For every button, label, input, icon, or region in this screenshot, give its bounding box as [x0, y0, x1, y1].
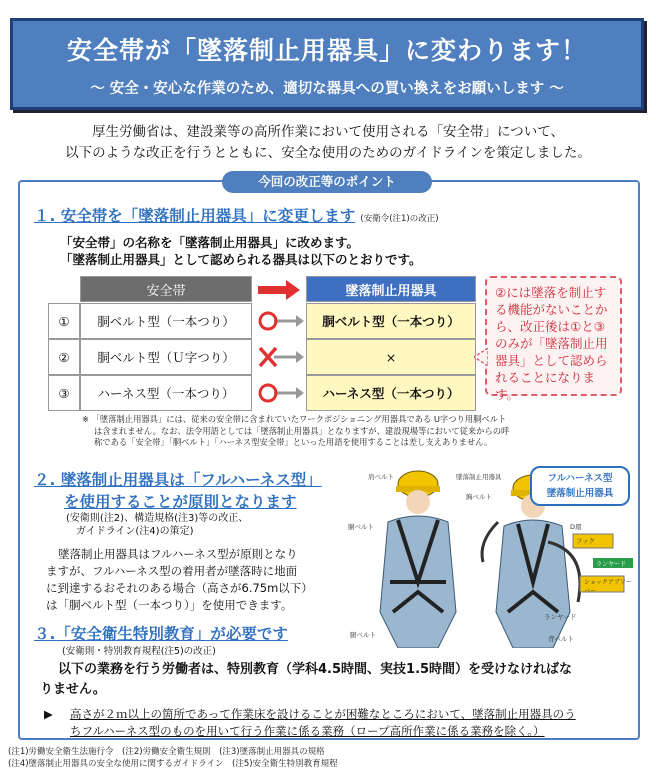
label-shock-absorber: ショックアブソーバー — [584, 579, 632, 595]
row2-left: 胴ベルト型（Ｕ字つり） — [80, 339, 252, 375]
section2-body-line-2: ますが、フルハーネス型の着用者が墜落時に地面 — [46, 564, 298, 578]
harness-badge-line-2: 墜落制止用器具 — [546, 488, 614, 499]
row3-right: ハーネス型（一本つり） — [306, 375, 476, 411]
section3-item-line-1: 高さが２ｍ以上の箇所であって作業床を設けることが困難なところにおいて、墜落制止用器具のう — [70, 707, 576, 721]
label-lanyard-1: ランヤード — [596, 561, 627, 568]
footnote-line-2: (注4)墜落制止用器具の安全な使用に関するガイドライン (注5)安全衛生特別教育規程 — [8, 759, 338, 769]
section1-note-line-3: 称である「安全帯」「胴ベルト」「ハーネス型安全帯」といった用語を使用することは差し支えありません。 — [94, 437, 493, 447]
callout-pointer — [474, 348, 488, 366]
section3-heading — [34, 622, 288, 644]
table-header-left: 安全帯 — [80, 276, 252, 302]
row3-left: ハーネス型（一本つり） — [80, 375, 252, 411]
callout-box: ②には墜落を制止する機能がないことから、改正後は①と③のみが「墜落制止用器具」として認められることになります。 — [485, 276, 622, 396]
section3-item-line-2: ちフルハーネス型のものを用いて行う作業に係る業務（ロープ高所作業に係る業務を除く。） — [70, 724, 545, 738]
intro-line-1: 厚生労働省は、建設業等の高所作業において使用される「安全帯」について、 — [92, 124, 564, 140]
row2-ng-icon — [256, 345, 304, 369]
row1-left: 胴ベルト型（一本つり） — [80, 303, 252, 339]
label-thigh-belt: 腿ベルト — [350, 631, 376, 639]
section1-text — [60, 234, 422, 268]
section1-line-1: 「安全帯」の名称を「墜落制止用器具」に改めます。 — [60, 235, 360, 250]
label-lanyard-2: ランヤード — [544, 613, 577, 621]
section1-heading: １. 安全帯を「墜落制止用器具」に変更します — [34, 207, 356, 225]
footnote-line-1: (注1)労働安全衛生法施行令 (注2)労働安全衛生規則 (注3)墜落制止用器具の規格 — [8, 747, 325, 757]
row3-ok-icon — [256, 381, 304, 405]
label-back-belt: 背ベルト — [548, 635, 574, 643]
header-arrow-icon — [258, 280, 300, 300]
section3-body-line-2: りません。 — [40, 682, 106, 697]
section1-heading-note: (安衛令(注1)の改正) — [360, 214, 439, 224]
row1-number: ① — [48, 303, 80, 339]
section3-heading-text: ３.「安全衛生特別教育」が必要です — [34, 625, 288, 643]
label-hook: フック — [576, 537, 596, 545]
section1-note-line-2: は含まれません。なお、法令用語としては「墜落制止用器具」となりますが、建設現場等において従来からの呼 — [94, 425, 510, 436]
section3-sub: (安衛則・特別教育規程(注5)の改正) — [62, 646, 216, 657]
section3-item — [44, 706, 634, 740]
harness-illustration — [348, 462, 636, 648]
page-title: 安全帯が「墜落制止用器具」に変わります！ — [66, 36, 587, 65]
label-d-ring: D環 — [570, 523, 582, 531]
section1-line-2: 「墜落制止用器具」として認められる器具は以下のとおりです。 — [60, 252, 422, 267]
section2-heading — [34, 468, 322, 512]
bullet-icon: ▶ — [44, 707, 53, 721]
row1-right: 胴ベルト型（一本つり） — [306, 303, 476, 339]
section1-note — [82, 414, 630, 449]
section2-body-line-3: に到達するおそれのある場合（高さが6.75m以下） — [46, 581, 313, 595]
label-shoulder-belt-1: 肩ベルト — [368, 473, 394, 481]
section2-heading-line-1: ２. 墜落制止用器具は「フルハーネス型」 — [34, 471, 322, 489]
row2-right: × — [306, 339, 476, 375]
footnotes — [8, 746, 648, 770]
section2-sub-line-1: (安衛則(注2)、構造規格(注3)等の改正、 — [66, 513, 249, 524]
label-waist-belt: 胴ベルト — [348, 523, 374, 531]
table-header-right: 墜落制止用器具 — [306, 276, 476, 302]
panel-title: 今回の改正等のポイント — [222, 171, 432, 193]
section3-body — [40, 660, 630, 700]
intro-line-2: 以下のような改正を行うとともに、安全な使用のためのガイドラインを策定しました。 — [65, 145, 591, 161]
row2-number: ② — [48, 339, 80, 375]
intro-text — [20, 122, 636, 164]
harness-badge — [530, 466, 630, 506]
harness-badge-line-1: フルハーネス型 — [547, 473, 613, 484]
section1-note-line-1: ※ 「墜落制止用器具」には、従来の安全帯に含まれていたワークポジショニング用器具である U字つり用胴ベルト — [82, 414, 507, 424]
section2-body — [46, 546, 346, 614]
title-banner — [10, 18, 644, 110]
section1-heading-row — [34, 204, 439, 226]
section3-body-line-1: 以下の業務を行う労働者は、特別教育（学科4.5時間、実技1.5時間）を受けなければな — [58, 662, 573, 677]
label-fall-arrest: 墜落制止用器具 — [456, 473, 502, 481]
section2-heading-line-2: を使用することが原則となります — [64, 493, 297, 511]
row3-number: ③ — [48, 375, 80, 411]
section2-sub-line-2: ガイドライン(注4)の策定) — [76, 526, 194, 537]
page-subtitle: ～ 安全・安心な作業のため、適切な器具への買い換えをお願いします ～ — [90, 81, 564, 97]
section2-body-line-4: は「胴ベルト型（一本つり）」を使用できます。 — [46, 598, 293, 612]
label-chest-belt: 胸ベルト — [466, 493, 492, 501]
section2-body-line-1: 墜落制止用器具はフルハーネス型が原則となり — [58, 547, 298, 561]
section2-sub — [66, 512, 248, 538]
row1-ok-icon — [256, 309, 304, 333]
